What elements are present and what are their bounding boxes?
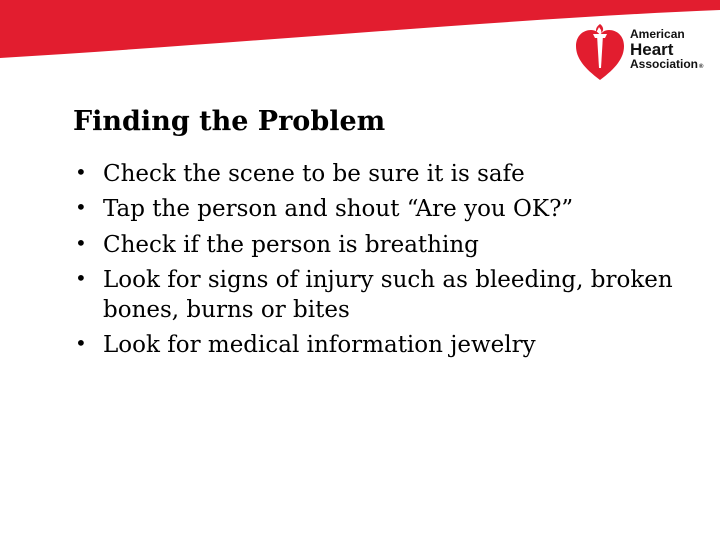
bullet-point: • — [75, 230, 87, 255]
logo-text-association — [630, 58, 703, 71]
bullet-point: • — [75, 331, 87, 356]
bullet-text: Check the scene to be sure it is safe — [103, 161, 525, 187]
logo-text-heart: Heart — [630, 39, 674, 59]
bullet-point: • — [75, 266, 87, 291]
slide-title: Finding the Problem — [73, 106, 386, 137]
bullet-item — [73, 195, 673, 224]
bullet-point: • — [75, 195, 87, 220]
logo-wordmark — [630, 28, 703, 71]
bullet-item — [73, 331, 673, 360]
bullet-text: Check if the person is breathing — [103, 231, 479, 258]
bullet-text: Tap the person and shout “Are you OK?” — [103, 196, 574, 223]
bullet-text: Look for signs of injury such as bleeding, broken bones, burns or bites — [103, 267, 673, 323]
logo-text-association-word: Association — [630, 57, 699, 72]
bullet-text: Look for medical information jewelry — [103, 332, 536, 359]
american-heart-association-logo — [574, 22, 714, 86]
bullet-item — [73, 231, 673, 260]
logo-text-american: American — [630, 27, 685, 41]
bullet-point: • — [75, 160, 87, 184]
bullet-item — [73, 160, 673, 189]
registered-mark: ® — [699, 64, 704, 71]
heart-torch-icon — [574, 22, 626, 84]
bullet-list — [73, 160, 673, 367]
bullet-item — [73, 266, 673, 325]
